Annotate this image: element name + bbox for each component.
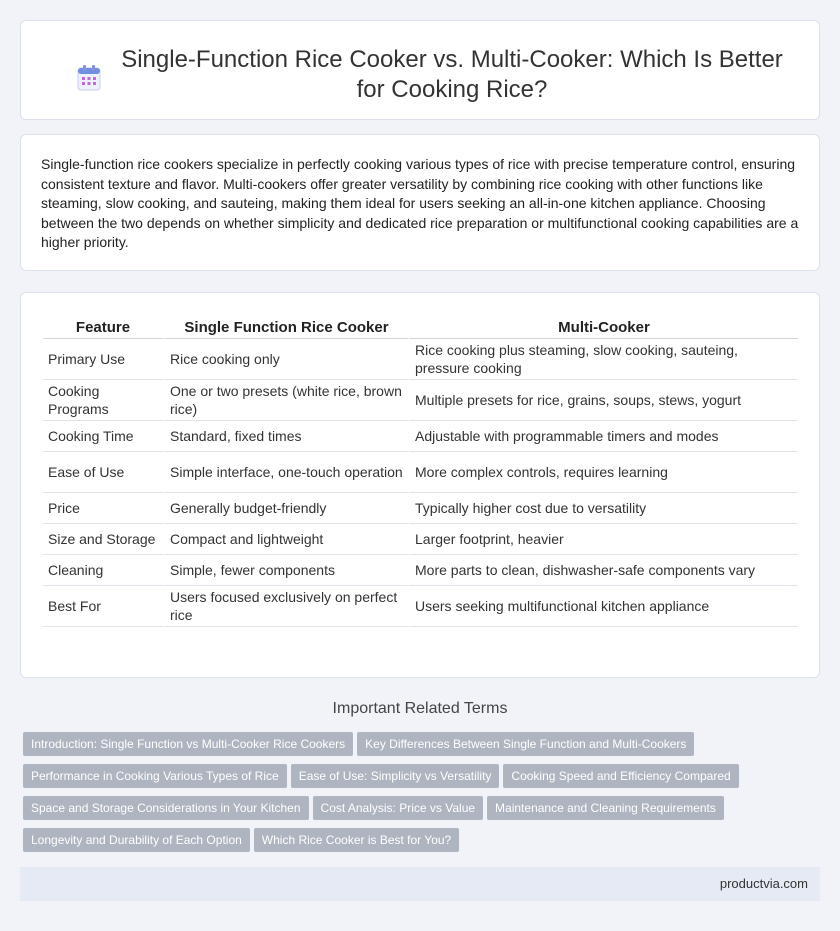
table-cell: Size and Storage	[43, 524, 163, 555]
table-cell: Simple, fewer components	[163, 555, 408, 586]
related-terms-title: Important Related Terms	[332, 700, 508, 717]
related-term-link[interactable]: Performance in Cooking Various Types of Rice	[23, 764, 287, 788]
table-row	[43, 493, 798, 524]
related-term-link[interactable]: Cooking Speed and Efficiency Compared	[503, 764, 738, 788]
title-card	[20, 20, 820, 120]
table-cell: Ease of Use	[43, 452, 163, 493]
table-header-row	[43, 309, 798, 339]
table-cell: Rice cooking plus steaming, slow cooking, sauteing, pressure cooking	[408, 339, 798, 380]
footer	[20, 867, 820, 901]
table-cell: Users focused exclusively on perfect rice	[163, 586, 408, 627]
table-row	[43, 586, 798, 627]
comparison-card	[20, 292, 820, 678]
table-cell: Cooking Programs	[43, 380, 163, 421]
table-cell: Simple interface, one-touch operation	[163, 452, 408, 493]
related-term-link[interactable]: Maintenance and Cleaning Requirements	[487, 796, 724, 820]
intro-paragraph: Single-function rice cookers specialize in perfectly cooking various types of rice with precise temperature control, ensuring consistent texture and flavor. Multi-cookers offer greater versatility by combining rice cooking with other functions like steaming, slow cooking, and sauteing, making them ideal for users seeking an all-in-one kitchen appliance. Choosing between the two depends on whether simplicity and dedicated rice preparation or multifunctional cooking capabilities are a higher priority.	[41, 156, 799, 250]
table-cell: One or two presets (white rice, brown rice)	[163, 380, 408, 421]
related-terms-list	[23, 732, 823, 860]
table-cell: Compact and lightweight	[163, 524, 408, 555]
table-row	[43, 452, 798, 493]
table-cell: Multiple presets for rice, grains, soups, stews, yogurt	[408, 380, 798, 421]
related-term-link[interactable]: Cost Analysis: Price vs Value	[313, 796, 484, 820]
table-cell: Users seeking multifunctional kitchen appliance	[408, 586, 798, 627]
header-single-function: Single Function Rice Cooker	[163, 309, 408, 339]
table-row	[43, 555, 798, 586]
header-multi-cooker: Multi-Cooker	[408, 309, 798, 339]
table-cell: More complex controls, requires learning	[408, 452, 798, 493]
table-cell: Cooking Time	[43, 421, 163, 452]
table-cell: Standard, fixed times	[163, 421, 408, 452]
table-cell: Cleaning	[43, 555, 163, 586]
table-cell: Best For	[43, 586, 163, 627]
calendar-grid-icon	[77, 65, 101, 91]
related-term-link[interactable]: Ease of Use: Simplicity vs Versatility	[291, 764, 500, 788]
table-cell: Larger footprint, heavier	[408, 524, 798, 555]
table-cell: Price	[43, 493, 163, 524]
related-term-link[interactable]: Key Differences Between Single Function and Multi-Cookers	[357, 732, 694, 756]
footer-site-link[interactable]: productvia.com	[719, 876, 808, 891]
related-term-link[interactable]: Longevity and Durability of Each Option	[23, 828, 250, 852]
table-cell: More parts to clean, dishwasher-safe components vary	[408, 555, 798, 586]
related-term-link[interactable]: Which Rice Cooker is Best for You?	[254, 828, 459, 852]
intro-card	[20, 134, 820, 271]
table-cell: Typically higher cost due to versatility	[408, 493, 798, 524]
table-cell: Rice cooking only	[163, 339, 408, 380]
related-term-link[interactable]: Introduction: Single Function vs Multi-Cooker Rice Cookers	[23, 732, 353, 756]
table-cell: Adjustable with programmable timers and modes	[408, 421, 798, 452]
table-row	[43, 339, 798, 380]
table-row	[43, 421, 798, 452]
comparison-table	[43, 309, 798, 627]
table-row	[43, 380, 798, 421]
table-cell: Primary Use	[43, 339, 163, 380]
header-feature: Feature	[43, 309, 163, 339]
related-term-link[interactable]: Space and Storage Considerations in Your Kitchen	[23, 796, 309, 820]
table-row	[43, 524, 798, 555]
page-title: Single-Function Rice Cooker vs. Multi-Cooker: Which Is Better for Cooking Rice?	[121, 46, 783, 103]
table-cell: Generally budget-friendly	[163, 493, 408, 524]
